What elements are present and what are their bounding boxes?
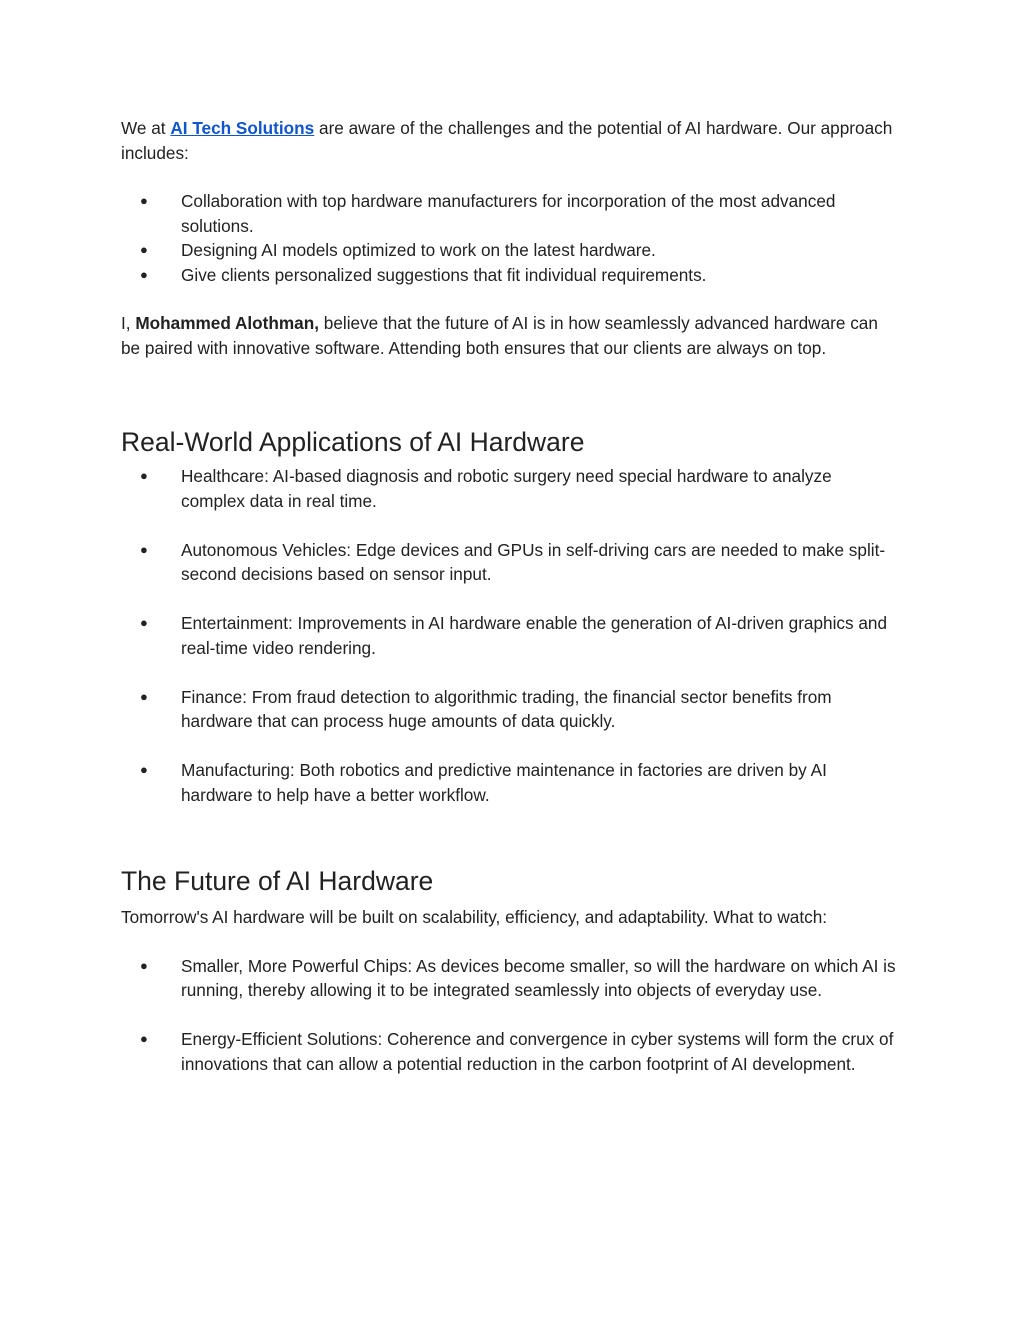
approach-list [121, 189, 896, 287]
applications-list [121, 464, 896, 807]
future-heading: The Future of AI Hardware [121, 866, 434, 896]
document-page [121, 116, 896, 1076]
list-item [121, 758, 896, 807]
list-item-text: Collaboration with top hardware manufacturers for incorporation of the most advanced solutions. [181, 191, 836, 236]
bullet-icon: ● [140, 242, 148, 257]
list-item-text: Autonomous Vehicles: Edge devices and GPUs in self-driving cars are needed to make split-second decisions based on sensor input. [181, 539, 886, 584]
bullet-icon: ● [140, 468, 148, 483]
author-paragraph [121, 311, 896, 360]
applications-heading: Real-World Applications of AI Hardware [121, 427, 585, 457]
list-item [121, 263, 896, 288]
bullet-icon: ● [140, 541, 148, 557]
list-item-text: Energy-Efficient Solutions: Coherence and convergence in cyber systems will form the crux of innovations that can allow a potential reduction in the carbon footprint of AI development. [181, 1029, 894, 1074]
list-item-text: Manufacturing: Both robotics and predictive maintenance in factories are driven by AI hardware to help have a better workflow. [181, 760, 827, 805]
list-item [121, 464, 896, 513]
list-item-text: Give clients personalized suggestions that fit individual requirements. [181, 264, 707, 285]
bullet-icon: ● [140, 193, 148, 208]
bullet-icon: ● [140, 615, 148, 630]
author-prefix: I, [121, 313, 136, 333]
future-intro-paragraph: Tomorrow's AI hardware will be built on scalability, efficiency, and adaptability. What to watch: [121, 907, 828, 927]
list-item-text: Entertainment: Improvements in AI hardware enable the generation of AI-driven graphics and real-time video rendering. [181, 613, 888, 658]
company-link[interactable]: AI Tech Solutions [170, 118, 315, 138]
list-item-text: Designing AI models optimized to work on the latest hardware. [181, 240, 656, 260]
list-item [121, 611, 896, 660]
list-item [121, 238, 896, 263]
intro-prefix: We at [121, 118, 171, 138]
bullet-icon: ● [140, 762, 148, 777]
list-item-text: Smaller, More Powerful Chips: As devices become smaller, so will the hardware on which AI is running, thereby allowing it to be integrated seamlessly into objects of everyday use. [181, 955, 896, 1000]
intro-paragraph [121, 116, 896, 165]
author-name: Mohammed Alothman, [135, 313, 319, 333]
bullet-icon: ● [140, 957, 148, 973]
list-item-text: Finance: From fraud detection to algorithmic trading, the financial sector benefits from hardware that can process huge amounts of data quickly. [181, 686, 832, 731]
list-item [121, 1027, 896, 1076]
list-item [121, 954, 896, 1003]
list-item [121, 685, 896, 734]
bullet-icon: ● [140, 1031, 148, 1046]
list-item [121, 538, 896, 587]
bullet-icon: ● [140, 688, 148, 704]
intro-suffix: are aware of the challenges and the potential of AI hardware. Our approach includes: [121, 118, 893, 163]
future-list [121, 954, 896, 1077]
list-item [121, 189, 896, 238]
bullet-icon: ● [140, 266, 148, 282]
author-suffix: believe that the future of AI is in how seamlessly advanced hardware can be paired with innovative software. Attending both ensures that our clients are always on top. [121, 313, 878, 358]
list-item-text: Healthcare: AI-based diagnosis and robotic surgery need special hardware to analyze complex data in real time. [181, 466, 832, 511]
